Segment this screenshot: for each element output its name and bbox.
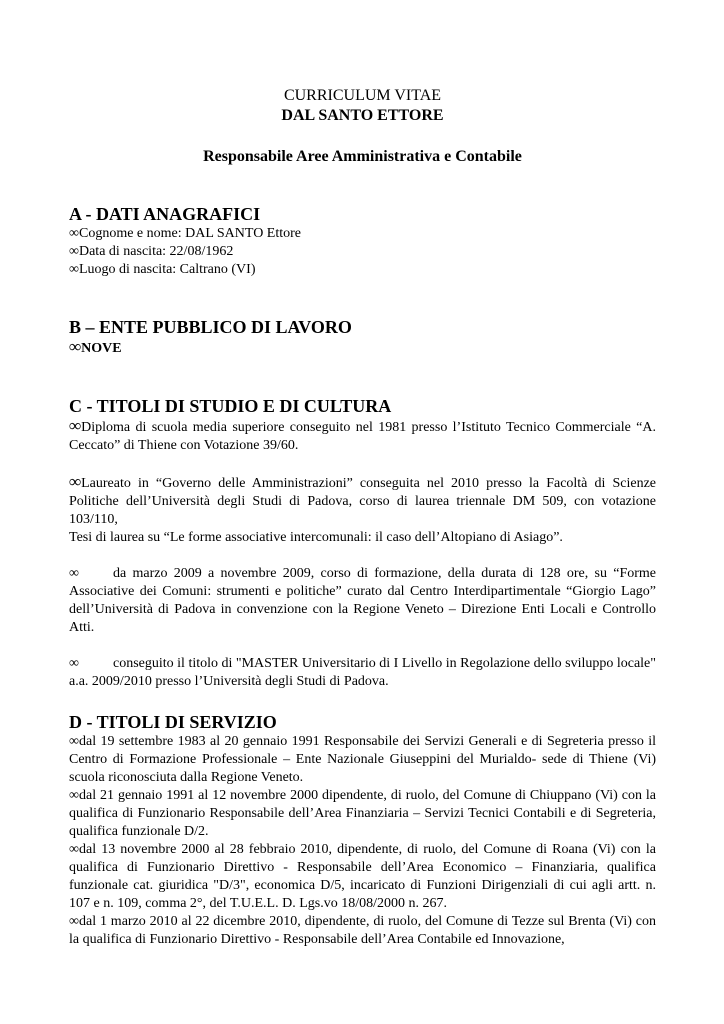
- section-ente-pubblico: [69, 316, 656, 358]
- paragraph-corso: ∞ da marzo 2009 a novembre 2009, corso di formazione, della durata di 128 ore, su “Forme Associative dei Comuni: strumenti e politiche” curato dal Centro Interdipartimentale “Giorgio Lago” dell’Università di Padova in convenzione con la Regione Veneto – Direzione Enti Locali e Controllo Atti.: [69, 566, 656, 635]
- list-item: ∞dal 13 novembre 2000 al 28 febbraio 2010, dipendente, di ruolo, del Comune di Roana (Vi) con la qualifica di Funzionario Direttivo - Responsabile dell’Area Economico – Finanziaria, qualifica funzionale cat. giuridica "D/3", economica D/5, incaricato di Funzioni Dirigenziali di cui agli artt. n. 107 e n. 109, comma 2°, del T.U.E.L. D. Lgs.vo 18/08/2000 n. 267.: [69, 842, 656, 911]
- section-b-heading: B – ENTE PUBBLICO DI LAVORO: [69, 317, 352, 337]
- infinity-bullet-icon: ∞: [69, 788, 79, 803]
- list-item: ∞Luogo di nascita: Caltrano (VI): [69, 262, 256, 277]
- list-item: ∞NOVE: [69, 337, 122, 356]
- person-name: DAL SANTO ETTORE: [281, 107, 444, 124]
- paragraph-laurea: ∞Laureato in “Governo delle Amministrazioni” conseguita nel 2010 presso la Facoltà di Scienze Politiche dell’Università degli Studi di Padova, corso di laurea triennale DM 509, con votazione 103/110,: [69, 472, 656, 527]
- infinity-bullet-icon: ∞: [69, 842, 79, 857]
- infinity-bullet-icon: ∞: [69, 337, 82, 356]
- infinity-bullet-icon: ∞: [69, 226, 79, 241]
- infinity-bullet-icon: ∞: [69, 914, 79, 929]
- section-dati-anagrafici: [69, 203, 656, 279]
- section-c-heading: C - TITOLI DI STUDIO E DI CULTURA: [69, 396, 392, 416]
- section-titoli-studio: [69, 395, 656, 691]
- list-item: ∞dal 19 settembre 1983 al 20 gennaio 1991 Responsabile dei Servizi Generali e di Segreteria presso il Centro di Formazione Professionale – Ente Nazionale Giuseppini del Murialdo- sede di Thiene (Vi) scuola riconosciuta dalla Regione Veneto.: [69, 734, 656, 785]
- infinity-bullet-icon: ∞: [69, 244, 79, 259]
- job-role: Responsabile Aree Amministrativa e Contabile: [203, 148, 522, 165]
- paragraph-tesi: Tesi di laurea su “Le forme associative intercomunali: il caso dell’Altopiano di Asiago”.: [69, 530, 563, 545]
- section-d-heading: D - TITOLI DI SERVIZIO: [69, 712, 277, 732]
- infinity-bullet-icon: ∞: [69, 416, 82, 435]
- list-item: ∞dal 1 marzo 2010 al 22 dicembre 2010, dipendente, di ruolo, del Comune di Tezze sul Brenta (Vi) con la qualifica di Funzionario Direttivo - Responsabile dell’Area Contabile ed Innovazione,: [69, 914, 656, 947]
- document-title: CURRICULUM VITAE: [283, 87, 442, 104]
- infinity-bullet-icon: ∞: [69, 566, 79, 581]
- list-item: ∞dal 21 gennaio 1991 al 12 novembre 2000 dipendente, di ruolo, del Comune di Chiuppano (Vi) con la qualifica di Funzionario Responsabile dell’Area Finanziaria – Servizi Tecnici Contabili e di Segreteria, qualifica funzionale D/2.: [69, 788, 656, 839]
- infinity-bullet-icon: ∞: [69, 656, 79, 671]
- infinity-bullet-icon: ∞: [69, 262, 79, 277]
- paragraph-diploma: ∞Diploma di scuola media superiore conseguito nel 1981 presso l’Istituto Tecnico Commerciale “A. Ceccato” di Thiene con Votazione 39/60.: [69, 416, 656, 453]
- infinity-bullet-icon: ∞: [69, 734, 79, 749]
- list-item: ∞Data di nascita: 22/08/1962: [69, 244, 234, 259]
- list-item: ∞Cognome e nome: DAL SANTO Ettore: [69, 226, 302, 241]
- section-a-heading: A - DATI ANAGRAFICI: [69, 204, 261, 224]
- paragraph-master: ∞ conseguito il titolo di "MASTER Universitario di I Livello in Regolazione dello sviluppo locale" a.a. 2009/2010 presso l’Università degli Studi di Padova.: [69, 656, 656, 689]
- section-titoli-servizio: [69, 711, 656, 949]
- infinity-bullet-icon: ∞: [69, 472, 82, 491]
